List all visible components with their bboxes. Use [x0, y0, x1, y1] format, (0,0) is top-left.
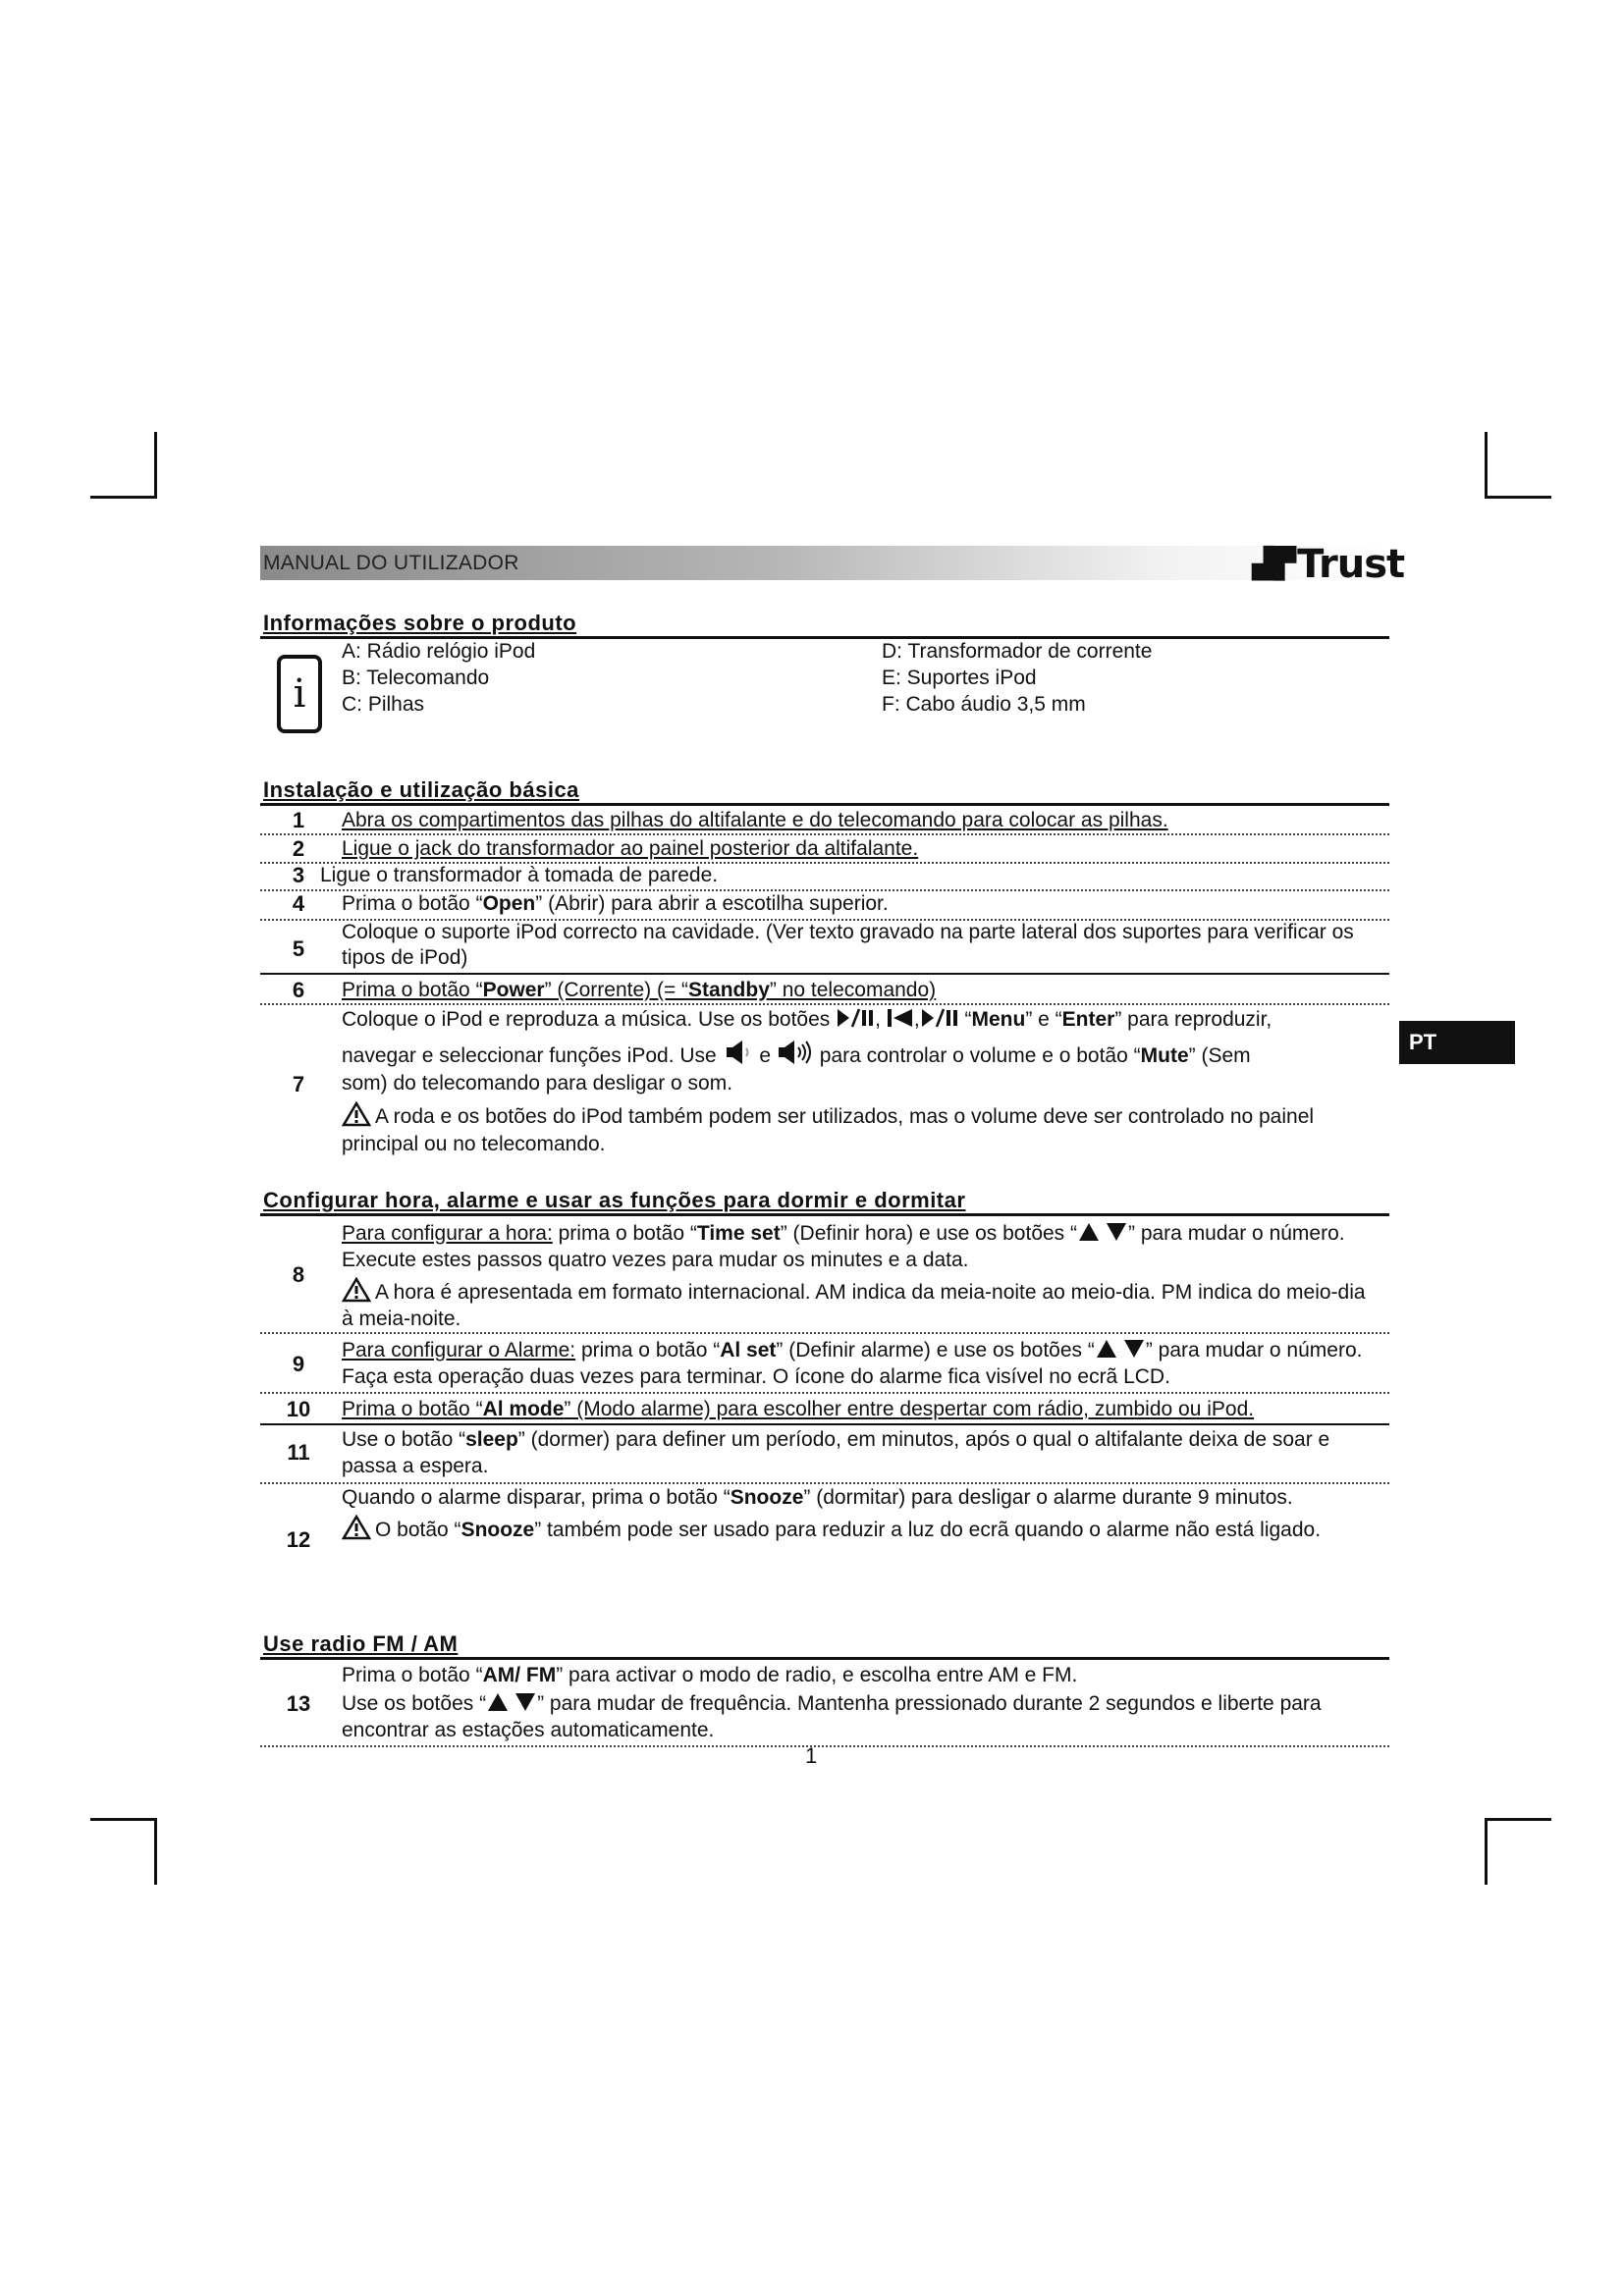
- step-number: 13: [286, 1691, 311, 1716]
- product-item: E: Suportes iPod: [882, 667, 1037, 689]
- step-text: [342, 1662, 1382, 1743]
- radio-title: Use radio FM / AM: [263, 1631, 459, 1656]
- product-item: D: Transformador de corrente: [882, 640, 1153, 663]
- step-line: Coloque o iPod e reproduza a música. Use os botões , , “Menu” e “Enter” para reproduzir,: [342, 1008, 1272, 1031]
- product-info-title: Informações sobre o produto: [263, 611, 577, 635]
- step-number: 12: [286, 1527, 311, 1552]
- step-number: 9: [292, 1352, 305, 1376]
- step-text: Ligue o transformador à tomada de parede.: [320, 864, 719, 886]
- play-pause-icon: [920, 1007, 959, 1029]
- step-text: Coloque o suporte iPod correcto na cavidade. (Ver texto gravado na parte lateral dos suportes para verificar os tipos de iPod): [342, 921, 1354, 969]
- row-divider: [260, 973, 1389, 975]
- step-line: Prima o botão “AM/ FM” para activar o modo de radio, e escolha entre AM e FM.: [342, 1664, 1078, 1686]
- info-icon: i: [277, 655, 322, 733]
- page-number: 1: [805, 1743, 818, 1768]
- play-pause-icon: [836, 1007, 875, 1029]
- step-number: 3: [292, 863, 305, 887]
- step-line: navegar e seleccionar funções iPod. Use e para controlar o volume e o botão “Mute” (Sem: [342, 1040, 1382, 1070]
- crop-mark: [90, 496, 157, 499]
- step-number: 11: [287, 1440, 310, 1465]
- trust-logo: ▟▛Trust: [1252, 542, 1405, 587]
- crop-mark: [90, 1818, 157, 1821]
- header-title: MANUAL DO UTILIZADOR: [263, 552, 519, 574]
- step-number: 10: [286, 1397, 311, 1421]
- step-number: 6: [292, 978, 305, 1002]
- step-text: [342, 1484, 1382, 1543]
- volume-down-icon: [723, 1040, 754, 1065]
- step-text: Prima o botão “Power” (Corrente) (= “Standby” no telecomando): [342, 979, 937, 1001]
- crop-mark: [1485, 1818, 1488, 1885]
- step-line: Quando o alarme disparar, prima o botão “Snooze” (dormitar) para desligar o alarme durante 9 minutos.: [342, 1486, 1293, 1509]
- warning-icon: [342, 1515, 371, 1540]
- step-text: Use o botão “sleep” (dormer) para definer um período, em minutos, após o qual o altifalante deixa de soar e passa a espera.: [342, 1428, 1330, 1477]
- step-line: Use os botões “ ” para mudar de frequência. Mantenha pressionado durante 2 segundos e liberte para encontrar as estações automaticamente.: [342, 1692, 1322, 1741]
- volume-up-icon: [777, 1040, 814, 1065]
- step-note: O botão “Snooze” também pode ser usado para reduzir a luz do ecrã quando o alarme não está ligado.: [342, 1515, 1382, 1543]
- step-line: som) do telecomando para desligar o som.: [342, 1072, 733, 1095]
- step-line: Para configurar a hora: prima o botão “Time set” (Definir hora) e use os botões “ ” para mudar o número. Execute estes passos quatro vezes para mudar os minutes e a data.: [342, 1222, 1345, 1271]
- section-rule: [260, 1657, 1389, 1660]
- up-down-arrows-icon: [486, 1691, 537, 1713]
- row-divider: [260, 1423, 1389, 1425]
- section-rule: [260, 636, 1389, 639]
- row-divider: [260, 1332, 1389, 1334]
- row-divider: [260, 1745, 1389, 1747]
- product-item: C: Pilhas: [342, 693, 425, 716]
- crop-mark: [154, 1818, 157, 1885]
- step-number: 7: [292, 1072, 305, 1096]
- alarm-title: Configurar hora, alarme e usar as funções para dormir e dormitar: [263, 1188, 966, 1212]
- step-text: Prima o botão “Open” (Abrir) para abrir a escotilha superior.: [342, 892, 889, 915]
- up-down-arrows-icon: [1077, 1221, 1128, 1243]
- product-item: F: Cabo áudio 3,5 mm: [882, 693, 1086, 716]
- warning-icon: [342, 1277, 371, 1303]
- product-item: B: Telecomando: [342, 667, 490, 689]
- step-text: Abra os compartimentos das pilhas do altifalante e do telecomando para colocar as pilhas.: [342, 809, 1168, 831]
- crop-mark: [154, 432, 157, 499]
- step-text: [342, 1220, 1382, 1332]
- step-number: 8: [292, 1262, 305, 1287]
- crop-mark: [1485, 1818, 1551, 1821]
- logo-text: Trust: [1297, 542, 1405, 587]
- section-rule: [260, 1213, 1389, 1216]
- product-item: A: Rádio relógio iPod: [342, 640, 536, 663]
- step-note: A hora é apresentada em formato internacional. AM indica da meia-noite ao meio-dia. PM indica do meio-dia à meia-noite.: [342, 1277, 1382, 1332]
- step-text: Prima o botão “Al mode” (Modo alarme) para escolher entre despertar com rádio, zumbido ou iPod.: [342, 1398, 1255, 1420]
- row-divider: [260, 1003, 1389, 1005]
- step-note: A roda e os botões do iPod também podem ser utilizados, mas o volume deve ser controlado no painel principal ou no telecomando.: [342, 1101, 1382, 1158]
- crop-mark: [1485, 432, 1488, 499]
- step-number: 1: [292, 808, 305, 832]
- language-tab: PT: [1399, 1021, 1515, 1064]
- step-text: [342, 1006, 1382, 1158]
- section-rule: [260, 803, 1389, 806]
- up-down-arrows-icon: [1095, 1338, 1146, 1360]
- crop-mark: [1485, 496, 1551, 499]
- row-divider: [260, 1392, 1389, 1394]
- step-text: Para configurar o Alarme: prima o botão “Al set” (Definir alarme) e use os botões “ ” para mudar o número. Faça esta operação duas vezes para terminar. O ícone do alarme fica visível no ecrã LCD.: [342, 1339, 1363, 1388]
- previous-icon: [887, 1007, 914, 1029]
- step-number: 5: [292, 936, 305, 961]
- step-text: Ligue o jack do transformador ao painel posterior da altifalante.: [342, 837, 919, 860]
- step-number: 2: [292, 836, 305, 861]
- install-title: Instalação e utilização básica: [263, 777, 579, 802]
- step-number: 4: [292, 891, 305, 916]
- warning-icon: [342, 1101, 371, 1127]
